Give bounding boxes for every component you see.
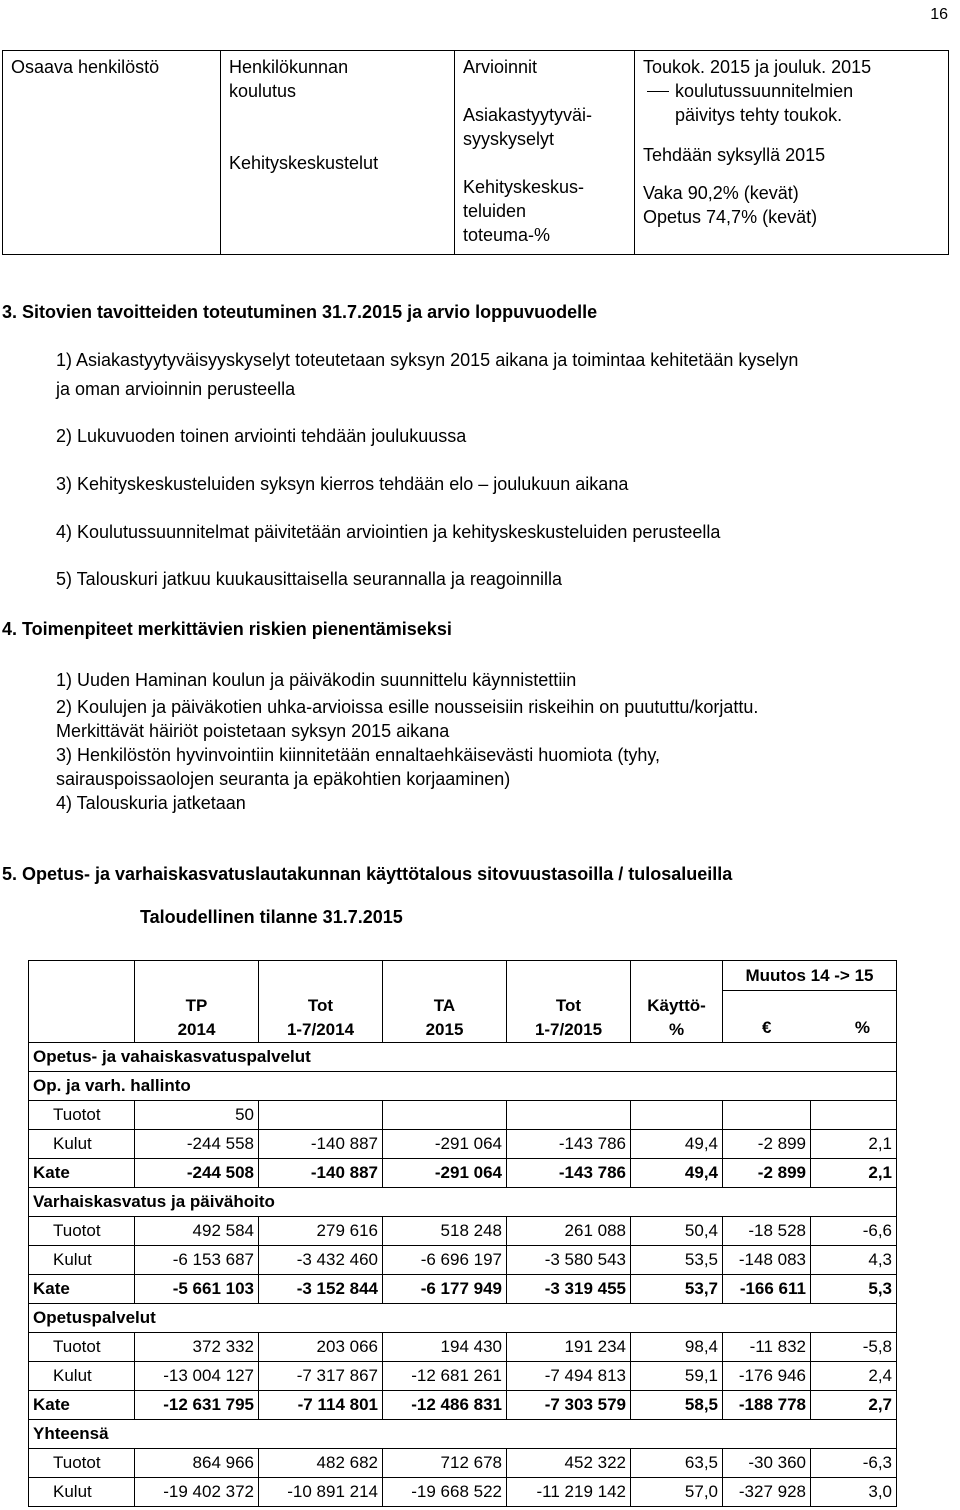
cell-area [3,51,221,255]
table-cell: -5 661 103 [135,1275,259,1304]
table-row [29,1043,897,1072]
table-cell: -140 887 [259,1130,383,1159]
table-cell: 49,4 [631,1130,723,1159]
section3-item: ja oman arvioinnin perusteella [56,379,296,399]
table-row [29,1246,897,1275]
finance-title: Taloudellinen tilanne 31.7.2015 [140,907,403,927]
status-text: Tehdään syksyllä 2015 [643,145,826,165]
row-label: Tuotot [29,1449,135,1478]
table-cell [507,1101,631,1130]
kate-label: Kate [29,1391,135,1420]
section4-line: 4) Talouskuria jatketaan [56,793,246,813]
table-cell: -19 402 372 [135,1478,259,1507]
table-cell: -6,6 [811,1217,897,1246]
table-cell [811,1101,897,1130]
table-cell: 58,5 [631,1391,723,1420]
status-dash-item: koulutussuunnitelmien [643,79,940,103]
table-cell: 50,4 [631,1217,723,1246]
cell-indicators [455,51,635,255]
table-cell: -7 114 801 [259,1391,383,1420]
table-cell: -10 891 214 [259,1478,383,1507]
measure-text: Kehityskeskustelut [229,153,379,173]
table-cell: 53,7 [631,1275,723,1304]
section3-item: 3) Kehityskeskusteluiden syksyn kierros tehdään elo – joulukuun aikana [56,474,629,494]
table-cell: -143 786 [507,1130,631,1159]
section4-line: Merkittävät häiriöt poistetaan syksyn 2015 aikana [56,721,450,741]
table-cell: -6,3 [811,1449,897,1478]
table-cell: 194 430 [383,1333,507,1362]
table-cell: -19 668 522 [383,1478,507,1507]
section3-heading: 3. Sitovien tavoitteiden toteutuminen 31.7.2015 ja arvio loppuvuodelle [2,302,598,322]
indicator-text: toteuma-% [463,225,551,245]
section3-item: 1) Asiakastyytyväisyyskyselyt toteutetaan syksyn 2015 aikana ja toimintaa kehitetään kyselyn [56,350,799,370]
table-cell: -244 508 [135,1159,259,1188]
indicator-text: Kehityskeskus- [463,177,585,197]
status-text: Toukok. 2015 ja jouluk. 2015 [643,57,872,77]
row-label: Kulut [29,1246,135,1275]
group-label: Varhaiskasvatus ja päivähoito [29,1188,897,1217]
table-cell: 452 322 [507,1449,631,1478]
table-cell: 3,0 [811,1478,897,1507]
finance-table [28,960,897,1507]
table-cell: -7 494 813 [507,1362,631,1391]
section4-line: sairauspoissaolojen seuranta ja epäkohtien korjaaminen) [56,769,511,789]
section3-item: 4) Koulutussuunnitelmat päivitetään arviointien ja kehityskeskusteluiden perusteella [56,522,721,542]
status-text: Opetus 74,7% (kevät) [643,207,818,227]
table-cell: -7 303 579 [507,1391,631,1420]
table-cell: 482 682 [259,1449,383,1478]
section3-item: 5) Talouskuri jatkuu kuukausittaisella seurannalla ja reagoinnilla [56,569,562,589]
table-cell: -291 064 [383,1130,507,1159]
table-cell: -11 832 [723,1333,811,1362]
table-cell: -12 681 261 [383,1362,507,1391]
header-ta: TA 2015 [383,961,507,1043]
section4-line: 1) Uuden Haminan koulun ja päiväkodin suunnittelu käynnistettiin [56,670,577,690]
header-tot-2015: Tot 1-7/2015 [507,961,631,1043]
measure-text: koulutus [229,81,297,101]
measure-text: Henkilökunnan [229,57,349,77]
table-row [29,1478,897,1507]
table-cell: 203 066 [259,1333,383,1362]
table-cell: -140 887 [259,1159,383,1188]
table-cell: 279 616 [259,1217,383,1246]
header-euro: € [761,1018,772,1037]
indicator-text: Asiakastyytyväi- [463,105,593,125]
table-cell: 2,7 [811,1391,897,1420]
table-cell: 2,4 [811,1362,897,1391]
header-blank [29,961,135,1043]
table-cell: -244 558 [135,1130,259,1159]
competence-table [2,50,949,255]
table-cell: -291 064 [383,1159,507,1188]
table-cell [383,1101,507,1130]
table-cell: 712 678 [383,1449,507,1478]
table-cell: -176 946 [723,1362,811,1391]
group-label: Opetus- ja vahaiskasvatuspalvelut [29,1043,897,1072]
table-cell: 492 584 [135,1217,259,1246]
table-cell: -18 528 [723,1217,811,1246]
table-cell: 864 966 [135,1449,259,1478]
table-cell: 50 [135,1101,259,1130]
table-row [29,1362,897,1391]
table-row [29,1449,897,1478]
indicator-text: syyskyselyt [463,129,555,149]
table-cell: 49,4 [631,1159,723,1188]
table-cell: -2 899 [723,1130,811,1159]
row-label: Tuotot [29,1217,135,1246]
table-row [29,1072,897,1101]
table-cell: 59,1 [631,1362,723,1391]
row-label: Kulut [29,1130,135,1159]
table-cell [723,1101,811,1130]
indicator-text: Arvioinnit [463,57,538,77]
table-cell [259,1101,383,1130]
kate-label: Kate [29,1275,135,1304]
table-cell: -12 486 831 [383,1391,507,1420]
table-cell: -11 219 142 [507,1478,631,1507]
table-row [29,1130,897,1159]
row-label: Tuotot [29,1333,135,1362]
table-cell: 261 088 [507,1217,631,1246]
table-cell: 4,3 [811,1246,897,1275]
table-cell: -30 360 [723,1449,811,1478]
table-cell: -166 611 [723,1275,811,1304]
header-percent: % [854,1018,870,1037]
header-tp: TP 2014 [135,961,259,1043]
table-cell: 372 332 [135,1333,259,1362]
status-text: päivitys tehty toukok. [675,105,843,125]
table-row [29,1333,897,1362]
table-cell: -3 319 455 [507,1275,631,1304]
section4-line: 2) Koulujen ja päiväkotien uhka-arvioissa esille nousseisiin riskeihin on puututtu/korjattu. [56,697,759,717]
indicator-text: teluiden [463,201,527,221]
table-row [29,1304,897,1333]
table-cell: 5,3 [811,1275,897,1304]
table-cell [631,1101,723,1130]
table-cell: 53,5 [631,1246,723,1275]
section4-line: 3) Henkilöstön hyvinvointiin kiinnitetään ennaltaehkäisevästi huomiota (tyhy, [56,745,661,765]
group-label: Op. ja varh. hallinto [29,1072,897,1101]
status-text: Vaka 90,2% (kevät) [643,183,799,203]
table-cell: 191 234 [507,1333,631,1362]
row-label: Kulut [29,1362,135,1391]
table-cell: -12 631 795 [135,1391,259,1420]
table-row [29,1217,897,1246]
table-cell: -7 317 867 [259,1362,383,1391]
table-cell: -148 083 [723,1246,811,1275]
table-cell: -6 696 197 [383,1246,507,1275]
table-cell: 2,1 [811,1130,897,1159]
header-muutos-label: Muutos 14 -> 15 [723,961,896,991]
header-kaytto: Käyttö- % [631,961,723,1043]
cell-status [635,51,949,255]
table-row [29,1101,897,1130]
section5-heading: 5. Opetus- ja varhaiskasvatuslautakunnan käyttötalous sitovuustasoilla / tulosalueilla [2,864,733,884]
table-row [29,1188,897,1217]
group-label: Yhteensä [29,1420,897,1449]
row-label: Kulut [29,1478,135,1507]
header-tot-2014: Tot 1-7/2014 [259,961,383,1043]
kate-label: Kate [29,1159,135,1188]
section4-heading: 4. Toimenpiteet merkittävien riskien pienentämiseksi [2,619,452,639]
table-cell: -2 899 [723,1159,811,1188]
table-cell: 63,5 [631,1449,723,1478]
table-cell: 518 248 [383,1217,507,1246]
area-label: Osaava henkilöstö [11,57,160,77]
table-cell: -143 786 [507,1159,631,1188]
table-cell: 2,1 [811,1159,897,1188]
table-row [29,1275,897,1304]
row-label: Tuotot [29,1101,135,1130]
header-muutos [723,961,897,1043]
table-cell: -13 004 127 [135,1362,259,1391]
table-cell: -3 152 844 [259,1275,383,1304]
table-cell: 98,4 [631,1333,723,1362]
table-cell: -5,8 [811,1333,897,1362]
table-cell: -6 153 687 [135,1246,259,1275]
table-cell: -6 177 949 [383,1275,507,1304]
group-label: Opetuspalvelut [29,1304,897,1333]
cell-measures [221,51,455,255]
page-number: 16 [930,6,948,23]
section3-item: 2) Lukuvuoden toinen arviointi tehdään joulukuussa [56,426,467,446]
table-row [29,1420,897,1449]
table-row [29,1391,897,1420]
table-cell: -3 432 460 [259,1246,383,1275]
table-cell: -188 778 [723,1391,811,1420]
table-row [29,1159,897,1188]
table-cell: -3 580 543 [507,1246,631,1275]
table-cell: 57,0 [631,1478,723,1507]
table-cell: -327 928 [723,1478,811,1507]
